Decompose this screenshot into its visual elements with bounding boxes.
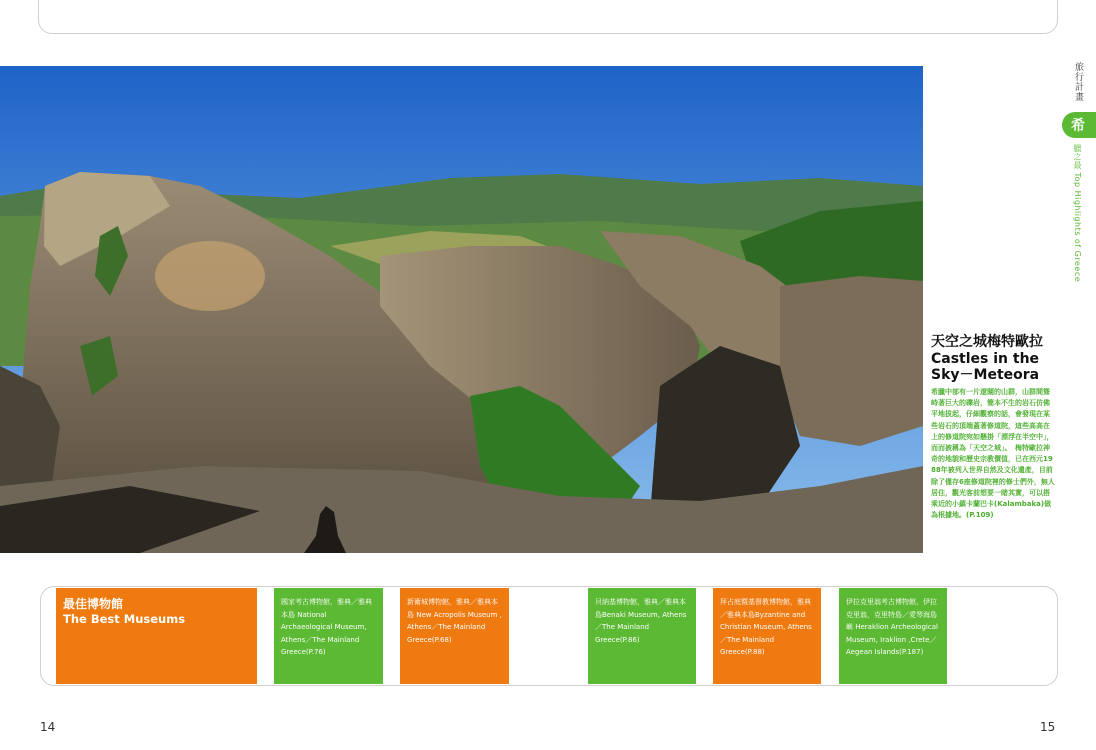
museum-text: 拜占庭暨基督教博物館，雅典／雅典本島Byzantine and Christian Museum, Athens／The Mainland Greece(P.88) [720, 598, 812, 656]
museum-tile [400, 588, 509, 684]
museums-heading-en: The Best Museums [63, 612, 186, 626]
page-number-right: 15 [1040, 720, 1056, 734]
meteora-caption [931, 334, 1056, 521]
museum-text: 伊拉克里翁考古博物館，伊拉克里翁，克里特島／愛琴海島嶼 Heraklion Archeological Museum, Iraklion ,Crete／Aegean Islands(P.187) [846, 598, 938, 656]
museums-heading-tile [56, 588, 257, 684]
top-frame [38, 0, 1058, 34]
sidebar-section-label: 旅行計畫 [1073, 62, 1083, 102]
chapter-tab: 希 [1062, 112, 1096, 138]
museums-heading-zh: 最佳博物館 [63, 597, 124, 611]
museum-text: 新衛城博物館，雅典／雅典本島 New Acropolis Museum , Athens／The Mainland Greece(P.68) [407, 598, 502, 644]
museum-tile [713, 588, 821, 684]
museum-text: 國家考古博物館，雅典／雅典本島 National Archaeological Museum, Athens／The Mainland Greece(P.76) [281, 598, 372, 656]
caption-title-zh: 天空之城梅特歐拉 [931, 334, 1043, 350]
page-number-left: 14 [40, 720, 56, 734]
sidebar-subtitle: 臘之最 Top Highlights of Greece [1073, 144, 1082, 283]
chapter-sidebar [1062, 62, 1096, 292]
museum-tile [839, 588, 947, 684]
museum-tile [588, 588, 696, 684]
museum-tile [274, 588, 383, 684]
meteora-photo [0, 66, 923, 553]
caption-title-en: Castles in the Sky－Meteora [931, 351, 1040, 383]
museum-text: 貝納基博物館，雅典／雅典本島Benaki Museum, Athens／The Mainland Greece(P.86) [595, 598, 687, 644]
caption-body: 希臘中部有一片遼闊的山群，山群間聳峙著巨大的礫岩，簡本不生的岩石仿佛平地拔起，仔細觀察的話，會發現在某些岩石的頂端蓋著修道院，這些高高在上的修道院宛如懸掛「漂浮在半空中」，而而被稱為「天空之城」。 梅特歐拉神奇的地貌和歷史宗教價值，已在西元1988年被列入世界自然及文化遺產，目前除了僅存6座修道院裡的修士們外，無人居住，觀光客前想要一睹其實，可以搭乘近的小鎮卡蘭巴卡(Kalambaka)做為根據地。(P.109) [931, 388, 1055, 520]
